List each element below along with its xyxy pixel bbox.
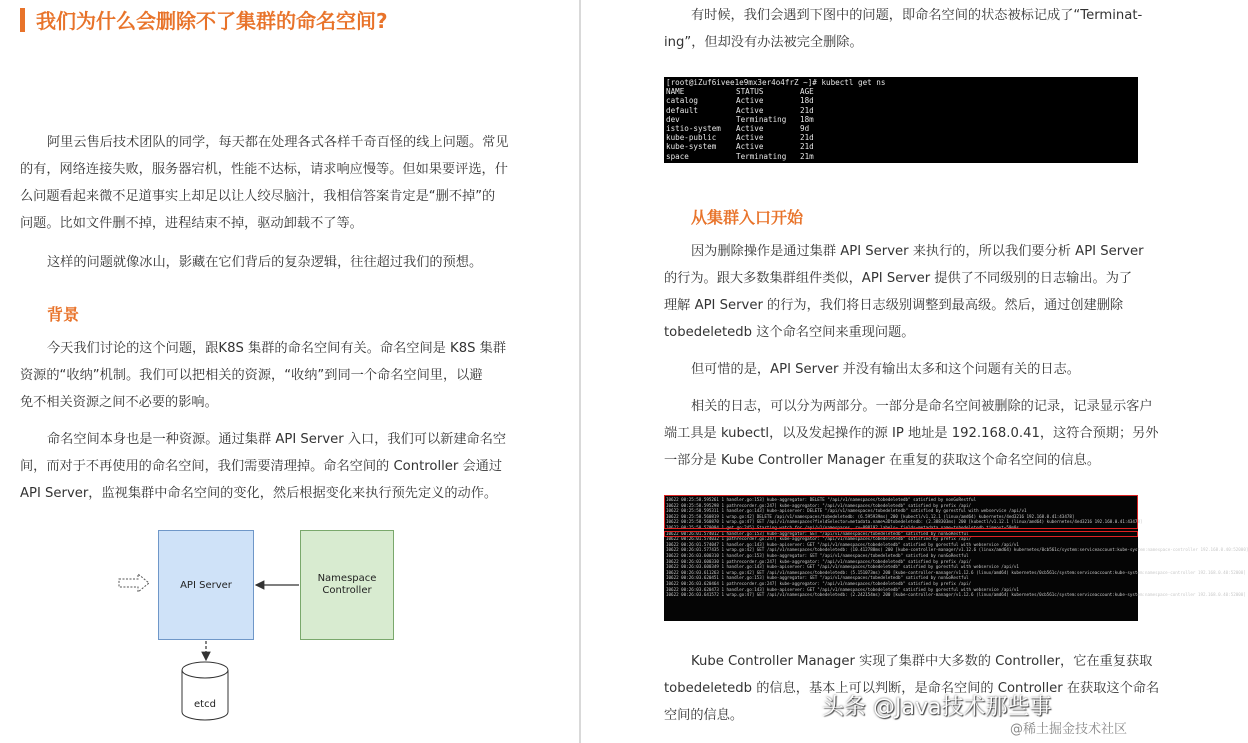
- terminal-row: space Terminating 21m: [666, 151, 814, 161]
- terminating-intro-paragraph: 有时候，我们会遇到下图中的问题，即命名空间的状态被标记成了“Terminat- ing”，但却没有办法被完全删除。: [664, 8, 1143, 50]
- namespace-controller-box: Namespace Controller: [300, 530, 394, 640]
- terminal-row: default Active 21d: [666, 105, 814, 115]
- background-heading: 背景: [47, 305, 80, 324]
- background-paragraph-1: 今天我们讨论的这个问题，跟K8S 集群的命名空间有关。命名空间是 K8S 集群 资源的“收纳”机制。我们可以把相关的资源，“收纳”到同一个命名空间里，以避 免不相关资源之间不必要的影响。: [20, 341, 507, 410]
- watermark-toutiao: 头条 @Java技术那些事: [822, 695, 1052, 720]
- api-server-paragraph: 因为删除操作是通过集群 API Server 来执行的，所以我们要分析 API Server 的行为。跟大多数集群组件类似，API Server 提供了不同级别的日志输出。为了 理解 API Server 的行为，我们将日志级别调整到最高级。然后，通过创建删除 tobedeletedb 这个命名空间来重现问题。: [664, 244, 1144, 340]
- log-line: I0622 00:26:03.600330 1 pathrecorder.go:247] kube-aggregator: "/api/v1/namespaces/tobedeletedb" satisfied by prefix /api/: [666, 558, 972, 564]
- terminal-row: catalog Active 18d: [666, 96, 814, 106]
- log-line: I0622 00:25:58.560819 1 wrap.go:42] DELETE /api/v1/namespaces/tobedeletedb: (6.595939ms) 200 [kubectl/v1.12.1 (linux/amd64) kubernetes/4ed3216 192.168.0.41:43478]: [666, 513, 1075, 519]
- terminal-row: kube-system Active 21d: [666, 142, 814, 152]
- terminal-row: kube-public Active 21d: [666, 133, 814, 143]
- no-logs-paragraph: 但可惜的是，API Server 并没有输出太多和这个问题有关的日志。: [691, 362, 1080, 377]
- log-line: I0622 00:26:03.611263 1 wrap.go:42] GET /api/v1/namespaces/tobedeletedb: (5.151073ms) 200 [kube-controller-manager/v1.12.6 (linux/amd64) kubernetes/0cb561c/system:serviceaccount:kube-system:namespace-controller 192.168.0.40:52000]: [666, 569, 1246, 575]
- log-line: I0622 00:26:03.600349 1 handler.go:143] kube-apiserver: GET "/api/v1/namespaces/tobedeletedb" satisfied by gorestful with webservice /api/v1: [666, 564, 1019, 570]
- iceberg-paragraph: 这样的问题就像冰山，影藏在它们背后的复杂逻辑，往往超过我们的预想。: [47, 255, 483, 270]
- log-line: I0622 00:25:58.570094 1 get.go:245] Starting watch for /api/v1/namespaces, rv=898192 labels= fields=metadata.name=tobedeletedb timeout=59m0s: [666, 524, 1019, 530]
- log-line: I0622 00:26:03.600310 1 handler.go:153] kube-aggregator: GET "/api/v1/namespaces/tobedeletedb" satisfied by nonGoRestful: [666, 552, 969, 558]
- log-line: I0622 00:26:01.574012 1 handler.go:153] kube-aggregator: GET "/api/v1/namespaces/tobedeletedb" satisfied by nonGoRestful: [666, 530, 969, 536]
- terminal-row: istio-system Active 9d: [666, 124, 810, 134]
- log-line: I0622 00:25:58.595311 1 handler.go:143] kube-apiserver: DELETE "/api/v1/namespaces/tobedeletedb" satisfied by gorestful with webservice /api/v1: [666, 508, 1027, 514]
- controller-manager-paragraph: Kube Controller Manager 实现了集群中大多数的 Controller，它在重复获取 tobedeletedb 的信息，基本上可以判断，是命名空间的 Controller 在获取这个命名 空间的信息。: [664, 654, 1160, 723]
- watermark-juejin: @稀土掘金技术社区: [1010, 722, 1128, 737]
- log-line: I0622 00:26:03.620473 1 handler.go:143] kube-apiserver: GET "/api/v1/namespaces/tobedeletedb" satisfied by gorestful with webservice /api/v1: [666, 586, 1019, 592]
- api-server-box: API Server: [158, 530, 254, 640]
- log-highlight-watch: [664, 531, 1138, 537]
- log-line: I0622 00:26:03.620464 1 pathrecorder.go:247] kube-aggregator: "/api/v1/namespaces/tobedeletedb" satisfied by prefix /api/: [666, 580, 972, 586]
- log-line: I0622 00:25:58.595261 1 handler.go:153] kube-aggregator: DELETE "/api/v1/namespaces/tobedeletedb" satisfied by nonGoRestful: [666, 497, 977, 502]
- terminal-row: dev Terminating 18m: [666, 114, 814, 124]
- log-line: I0622 00:26:03.620451 1 handler.go:153] kube-aggregator: GET "/api/v1/namespaces/tobedeletedb" satisfied by nonGoRestful: [666, 575, 969, 581]
- incoming-request-arrow-icon: [118, 573, 150, 593]
- related-logs-paragraph: 相关的日志，可以分为两部分。一部分是命名空间被删除的记录，记录显示客户 端工具是 kubectl，以及发起操作的源 IP 地址是 192.168.0.41，这符合预期；另外 一部分是 Kube Controller Manager 在重复的获取这个命名空间的信息。: [664, 399, 1159, 468]
- log-line: I0622 00:25:58.560870 1 wrap.go:47] GET /api/v1/namespaces?fieldSelector=metadata.name%3Dtobedeletedb: (2.388303ms) 200 [kubectl/v1.12.1 (linux/amd64) kubernetes/4ed3216 192.168.0.41:43478]: [666, 519, 1143, 525]
- architecture-diagram: [110, 520, 440, 730]
- terminal-prompt: [root@iZuf6ivee1e9mx3er4o4frZ ~]# kubectl get ns: [666, 78, 886, 87]
- log-screenshot: [664, 495, 1248, 621]
- left-page: [0, 0, 579, 743]
- log-line: I0622 00:26:03.641572 1 wrap.go:47] GET /api/v1/namespaces/tobedeletedb: (2.242154ms) 200 [kube-controller-manager/v1.12.6 (linux/amd64) kubernetes/0cb561c/system:serviceaccount:kube-system:namespace-controller 192.168.0.40:52000]: [666, 592, 1246, 598]
- terminal-screenshot: [664, 77, 1138, 163]
- terminal-header-row: NAME STATUS AGE: [666, 87, 814, 97]
- title-accent-bar: [20, 8, 25, 32]
- background-paragraph-2: 命名空间本身也是一种资源。通过集群 API Server 入口，我们可以新建命名空 间，而对于不再使用的命名空间，我们需要清理掉。命名空间的 Controller 会通过 API Server，监视集群中命名空间的变化，然后根据变化来执行预先定义的动作。: [20, 432, 507, 501]
- log-highlight-delete: [664, 495, 1143, 529]
- intro-paragraph: 阿里云售后技术团队的同学，每天都在处理各式各样千奇百怪的线上问题。常见 的有，网络连接失败，服务器宕机，性能不达标，请求响应慢等。但如果要评选，什 么问题看起来微不足道事实上却足以让人绞尽脑汁，我相信答案肯定是“删不掉”的 问题。比如文件删不掉，进程结束不掉，驱动卸载不了等。: [20, 135, 509, 231]
- page-title: 我们为什么会删除不了集群的命名空间?: [36, 9, 388, 33]
- log-line: I0622 00:26:01.574047 1 handler.go:143] kube-apiserver: GET "/api/v1/namespaces/tobedeletedb" satisfied by gorestful with webservice /api/v1: [666, 541, 1019, 547]
- log-line: I0622 00:25:58.595298 1 pathrecorder.go:247] kube-aggregator: "/api/v1/namespaces/tobedeletedb" satisfied by prefix /api/: [666, 502, 972, 508]
- section-heading-cluster-entry: 从集群入口开始: [691, 208, 804, 227]
- log-line: I0622 00:26:01.577435 1 wrap.go:42] GET /api/v1/namespaces/tobedeletedb: (10.412788ms) 200 [kube-controller-manager/v1.12.6 (linux/amd64) kubernetes/0cb561c/system:serviceaccount:kube-system:namespace-controller 192.168.0.40:52000]: [666, 547, 1248, 553]
- log-line: I0622 00:26:01.574032 1 pathrecorder.go:247] kube-aggregator: "/api/v1/namespaces/tobedeletedb" satisfied by prefix /api/: [666, 536, 972, 542]
- etcd-label: etcd: [194, 698, 216, 710]
